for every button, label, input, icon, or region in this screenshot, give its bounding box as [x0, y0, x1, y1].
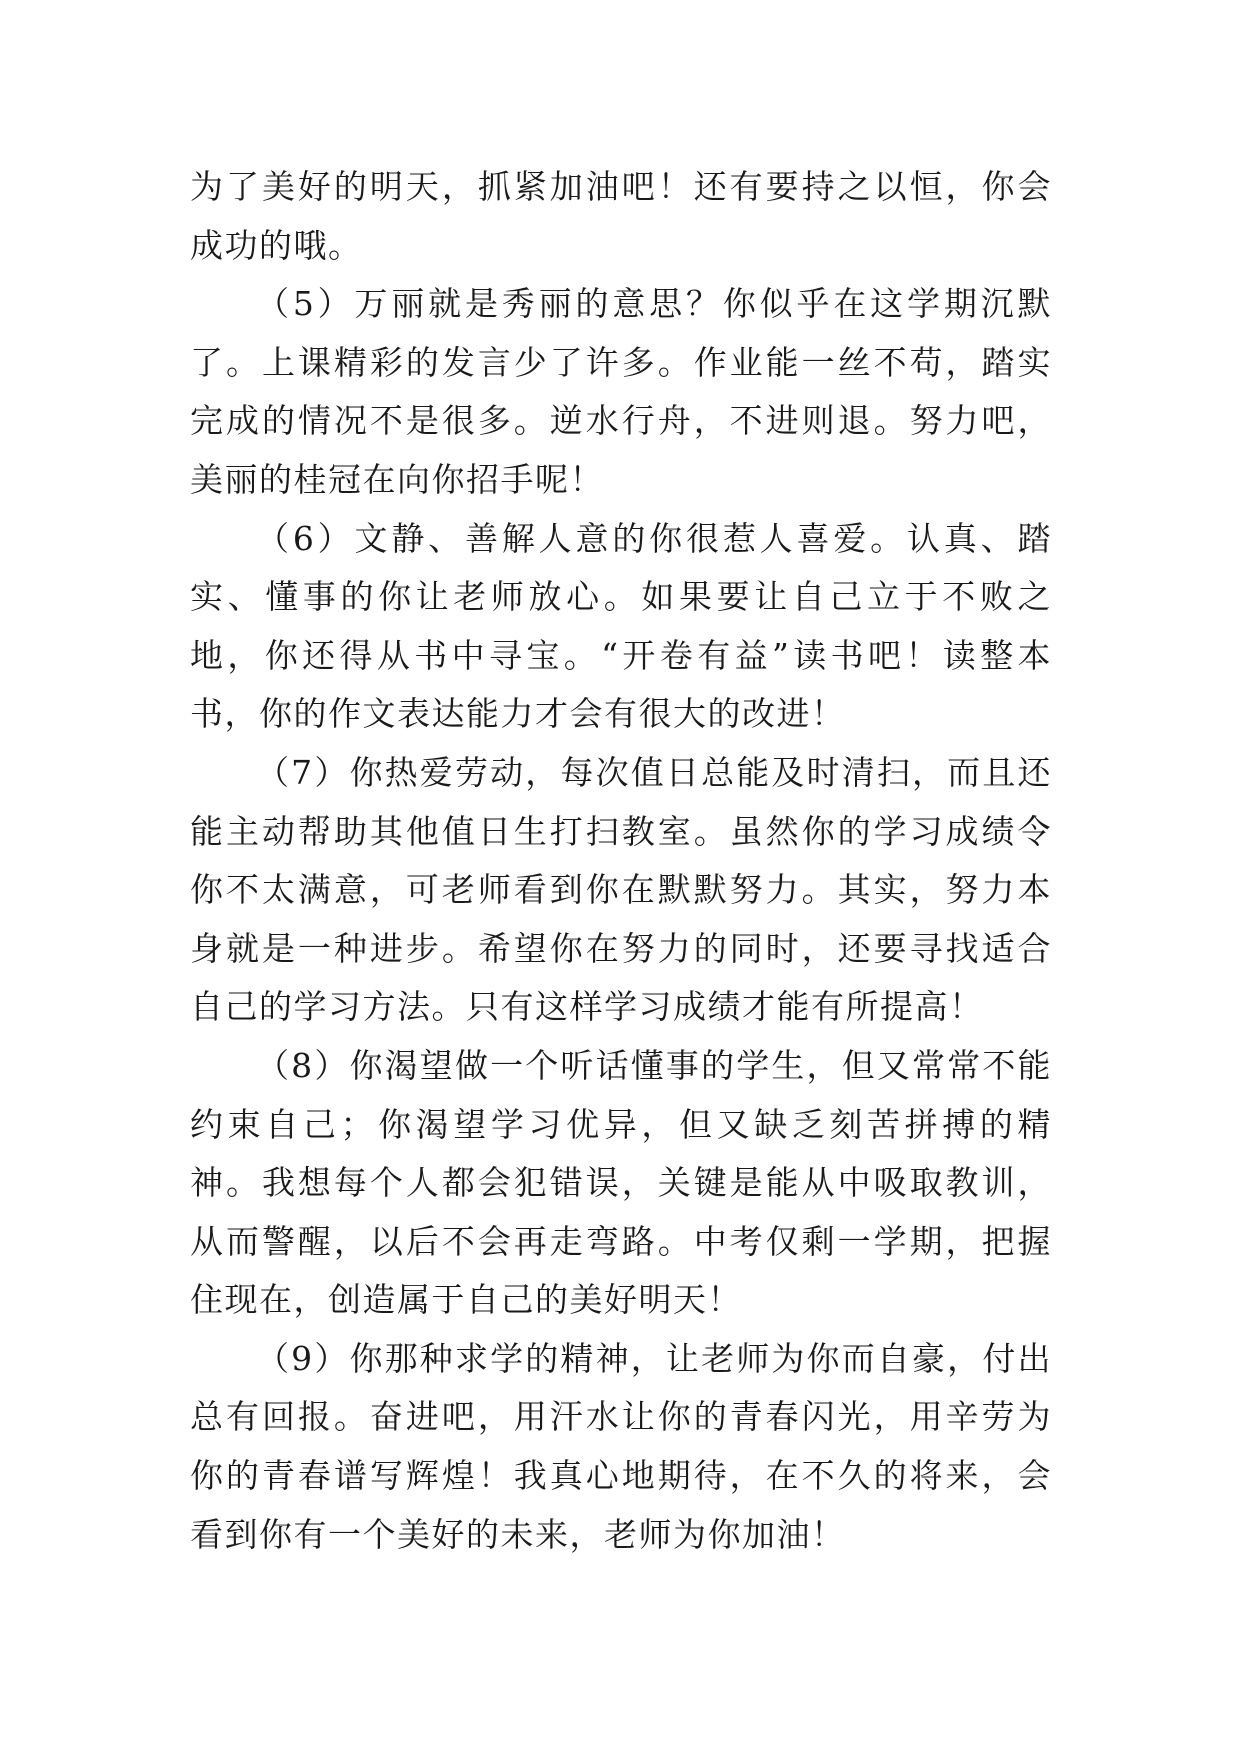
paragraph-8: （8）你渴望做一个听话懂事的学生，但又常常不能约束自己；你渴望学习优异，但又缺乏刻苦拼搏的精神。我想每个人都会犯错误，关键是能从中吸取教训，从而警醒，以后不会再走弯路。中考仅剩一学期，把握住现在，创造属于自己的美好明天！ — [190, 1045, 1052, 1320]
paragraph-5: （5）万丽就是秀丽的意思？你似乎在这学期沉默了。上课精彩的发言少了许多。作业能一丝不苟，踏实完成的情况不是很多。逆水行舟，不进则退。努力吧，美丽的桂冠在向你招手呢！ — [190, 284, 1052, 499]
paragraph-6: （6）文静、善解人意的你很惹人喜爱。认真、踏实、懂事的你让老师放心。如果要让自己立于不败之地，你还得从书中寻宝。“开卷有益”读书吧！读整本书，你的作文表达能力才会有很大的改进！ — [190, 518, 1052, 734]
document-body — [190, 158, 1052, 1564]
paragraph-7: （7）你热爱劳动，每次值日总能及时清扫，而且还能主动帮助其他值日生打扫教室。虽然你的学习成绩令你不太满意，可老师看到你在默默努力。其实，努力本身就是一种进步。希望你在努力的同时，还要寻找适合自己的学习方法。只有这样学习成绩才能有所提高！ — [190, 752, 1052, 1027]
paragraph-9: （9）你那种求学的精神，让老师为你而自豪，付出总有回报。奋进吧，用汗水让你的青春闪光，用辛劳为你的青春谱写辉煌！我真心地期待，在不久的将来，会看到你有一个美好的未来，老师为你加油！ — [190, 1338, 1052, 1554]
paragraph-4-continuation: 为了美好的明天，抓紧加油吧！还有要持之以恒，你会成功的哦。 — [190, 167, 1052, 265]
